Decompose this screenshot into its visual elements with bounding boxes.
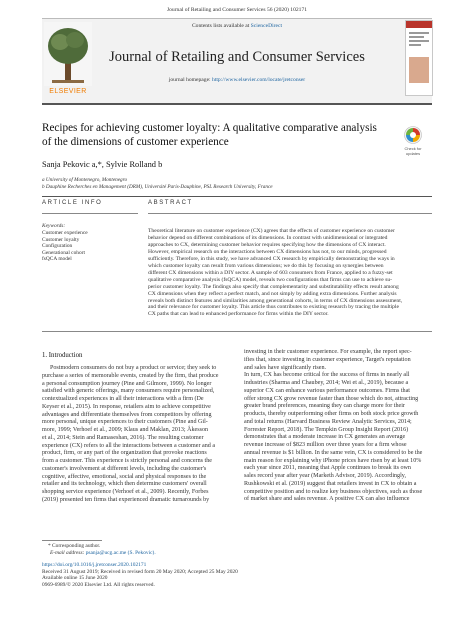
body-line: more personal, unique experiences to their customers (Pine and Gil- xyxy=(42,419,208,426)
keyword: Customer loyalty xyxy=(42,236,80,243)
body-line: purchase a series of memorable events, created by the firm, that produce xyxy=(42,372,219,379)
journal-header xyxy=(42,18,432,105)
email-line xyxy=(42,550,238,557)
abstract-body xyxy=(148,228,440,318)
body-line: a personal consumption journey (Pine and Gilmore, 1999). No longer xyxy=(42,380,212,387)
received-dates: Received 31 August 2019; Received in revised form 20 May 2020; Accepted 25 May 2020 xyxy=(42,568,238,575)
cover-text-lines xyxy=(409,32,429,48)
footnote-divider xyxy=(42,540,102,541)
abstract-line: CX paths that can lead to enhanced performance for firms within the DIY sector. xyxy=(148,311,329,318)
journal-cover-image xyxy=(405,20,433,96)
body-line: experience (CX) refers to all the interactions between a customer and a xyxy=(42,442,216,449)
footnotes xyxy=(42,543,238,589)
body-line: contextualized experiences in all their interactions with a firm (De xyxy=(42,396,204,402)
keyword: Customer experience xyxy=(42,230,88,236)
divider xyxy=(42,331,432,332)
affiliation-a: a University of Montenegro, Montenegro xyxy=(42,177,128,183)
body-line: superior CX can enhance various performance outcomes. Firms that xyxy=(244,387,411,394)
article-info-heading: ARTICLE INFO xyxy=(42,200,103,206)
body-line: cognitive, affective, emotional, social and physical responses to the xyxy=(42,473,207,480)
body-line: from a customer. This experience is strictly personal and concerns the xyxy=(42,458,212,464)
body-line: satisfied with generic offerings, many consumers require personalized, xyxy=(42,388,215,395)
abstract-line: qualitative comparative analysis (fsQCA) model, reveals two configurations that firms can use to achieve su- xyxy=(148,276,393,283)
abstract-line: different CX dimensions within a DIY sector. A sample of 603 consumers from France, applied to a fuzzy-set xyxy=(148,269,393,276)
body-line: products, thereby outperforming other firms on both stock price growth xyxy=(244,411,419,417)
keyword: Generational cohort xyxy=(42,249,85,256)
publisher-name: ELSEVIER xyxy=(49,88,87,95)
body-line: Rushkowski et al. (2019) suggest that retailers invest in CX to obtain a xyxy=(244,480,417,487)
divider xyxy=(148,213,432,214)
abstract-line: and their relevance for customer loyalty. This article thus contributes to existing research by tracing the multiple xyxy=(148,304,400,311)
copyright: 0969-6989/© 2020 Elsevier Ltd. All rights reserved. xyxy=(42,581,155,588)
body-line: Postmodern consumers do not buy a product or service; they seek to xyxy=(50,365,217,371)
keywords-label: Keywords: xyxy=(42,223,66,229)
body-line: industries (Sharma and Chaubey, 2014; Wei et al., 2019), because a xyxy=(244,380,409,386)
body-line: revenue increase of $823 million over three years for a firm whose xyxy=(244,442,407,448)
body-line: ifies that, since investing in customer experience, Target's reputation xyxy=(244,356,411,363)
doi-link[interactable]: https://doi.org/10.1016/j.jretconser.2020.102171 xyxy=(42,562,147,569)
running-head: Journal of Retailing and Consumer Services 56 (2020) 102171 xyxy=(166,7,308,13)
contents-line xyxy=(42,23,432,29)
divider xyxy=(42,213,138,214)
abstract-line: sufficiently. Therefore, in this study, we have advanced CX research by empirically demonstrating the ways in xyxy=(148,255,395,262)
body-line: of market share and sales revenue. A positive CX can also influence xyxy=(244,496,410,503)
body-line: annual revenue is $1 billion. In the same vein, CX is considered to be the xyxy=(244,449,423,456)
body-line: advantages and differentiate themselves from competitors by offering xyxy=(42,411,212,418)
abstract-line: Theoretical literature on customer experience (CX) agrees that the effects of customer experience on customer xyxy=(148,228,395,234)
tree-icon xyxy=(44,22,92,86)
body-line: demonstrates that a moderate increase in CX generates an average xyxy=(244,434,406,441)
homepage-link[interactable]: http://www.elsevier.com/locate/jretconser xyxy=(212,77,306,83)
abstract-heading: ABSTRACT xyxy=(148,200,193,206)
divider xyxy=(42,196,432,197)
article-title xyxy=(42,121,392,149)
body-line: (2019) presented ten firms that experienced dramatic turnarounds by xyxy=(42,496,210,503)
email-link[interactable]: psanja@ucg.ac.me (S. Pekovic). xyxy=(85,549,156,556)
abstract-line: reveals both distinct features and similarities among generational cohorts, in terms of CX dimensions assessment, xyxy=(148,297,403,304)
contents-prefix: Contents lists available at xyxy=(191,23,251,29)
cover-picture xyxy=(409,57,429,83)
check-for-updates-icon[interactable] xyxy=(404,126,422,144)
body-line: and sales have significantly risen. xyxy=(244,364,327,371)
body-line: In turn, CX has become critical for the success of firms in nearly all xyxy=(244,372,410,379)
body-line: more, 1999; Verhoef et al., 2009; Klaus and Maklan, 2013; Åkesson xyxy=(42,427,209,433)
available-online: Available online 15 June 2020 xyxy=(42,575,108,582)
keyword: Configuration xyxy=(42,243,73,250)
abstract-line: behavior depend on different combinations of its dimensions. In contrast with unidimensional or integrated xyxy=(148,234,388,241)
homepage-prefix: journal homepage: xyxy=(168,77,213,83)
intro-right-column xyxy=(244,349,434,504)
abstract-line: which customer loyalty can result from various dimensions; we do this by focusing on synergies between xyxy=(148,262,384,269)
title-line-1: Recipes for achieving customer loyalty: A qualitative comparative analysis xyxy=(42,122,377,134)
author-list: Sanja Pekovic a,*, Sylvie Rolland b xyxy=(42,160,163,169)
body-line: and total returns (Harvard Business Review Analytic Services, 2014; xyxy=(244,418,412,425)
body-line: shopping service experience (Verhoef et al., 2009). Recently, Forbes xyxy=(42,489,209,495)
corresponding-author-note: * Corresponding author. xyxy=(48,543,101,549)
abstract-line: approaches to CX, determining customer behavior requires specifying how the dimensions of CX interact. xyxy=(148,241,386,248)
body-line: offer strong CX grow revenue faster than those which do not, attracting xyxy=(244,395,419,402)
keywords-list xyxy=(42,230,88,263)
body-line: customer's involvement at different levels, including the customer's xyxy=(42,465,207,472)
journal-title: Journal of Retailing and Consumer Services xyxy=(109,49,365,65)
body-line: Forrester Report, 2018). The Tempkin Group Insight Report (2016) xyxy=(244,426,409,433)
body-line: sales record year after year (Marketh Advisor, 2019). Accordingly, xyxy=(244,473,406,479)
body-line: et al., 2014; Stein and Ramaseshan, 2016). The resulting customer xyxy=(42,434,204,441)
section-title: 1. Introduction xyxy=(42,352,83,359)
body-line: retailer and its technology, which then determine customers' overall xyxy=(42,481,207,488)
keyword: fsQCA model xyxy=(42,256,72,263)
sciencedirect-link[interactable]: ScienceDirect xyxy=(250,23,283,29)
abstract-line: CX dimensions when they reflect a perfect match, and not simply by adding extra dimensions. Further analysis xyxy=(148,290,397,297)
homepage-line xyxy=(42,77,432,83)
title-line-2: of the dimensions of customer experience xyxy=(42,136,229,148)
check-for-updates-label[interactable]: Check for updates xyxy=(404,146,422,156)
intro-left-column xyxy=(42,365,230,505)
body-line: competitive position and to realize key business objectives, such as those xyxy=(244,488,423,495)
body-line: each year since 2011, meaning that Apple continues to break its own xyxy=(244,465,411,472)
affiliation-b: b Dauphine Recherches en Management (DRM), Université Paris-Dauphine, PSL Research University, France xyxy=(42,184,273,190)
body-line: investing in their customer experience. For example, the report spec- xyxy=(244,349,412,355)
body-line: Keyser et al., 2015). In response, retailers aim to achieve competitive xyxy=(42,403,211,410)
body-line: product, firm, or any part of the organization that provoke reactions xyxy=(42,450,207,457)
body-line: main reason for explaining why iPhone prices have risen by at least 10% xyxy=(244,457,422,464)
elsevier-logo xyxy=(44,22,92,98)
body-line: greater brand preferences, meaning they can charge more for their xyxy=(244,403,405,410)
cover-band xyxy=(406,21,432,28)
abstract-line: However, empirical research on the interactions between CX dimensions has not, to our minds, progressed xyxy=(148,248,387,255)
abstract-line: perior customer loyalty. The findings also specify that complementarity and substitutability effects result among xyxy=(148,283,399,290)
email-label: E-mail address: xyxy=(50,549,86,556)
